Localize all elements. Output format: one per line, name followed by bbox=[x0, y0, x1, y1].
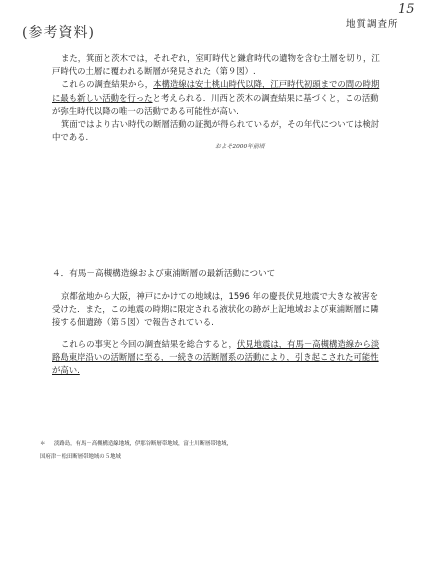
body-paragraphs bbox=[52, 52, 382, 144]
handwritten-reference-note: (参考資料) bbox=[22, 25, 95, 41]
paragraph-2-lead: これらの調査結果から， bbox=[61, 79, 154, 90]
footnote-line-1-text: 淡路島，有馬－高槻構造線地域，伊那谷断層帯地域，富士川断層帯地域， bbox=[54, 441, 232, 447]
section-4-paragraph-2-underlined: 伏見地震は，有馬－高槻構造線から淡路島東岸沿いの活断層に至る，一続きの活断層系の活動により，引き起こされた可能性が高い. bbox=[52, 338, 380, 375]
paragraph-2-tail: と考えられる．川西と茨木の調査結果に基づくと，この活動が弥生時代以降の唯一の活動である可能性が高い. bbox=[52, 92, 379, 116]
paragraph-1 bbox=[52, 52, 382, 78]
section-4 bbox=[52, 268, 382, 386]
footnote-line-2: 国府津－松田断層帯地域の５地域 bbox=[40, 454, 121, 460]
footnote-mark: ＊ bbox=[40, 441, 46, 447]
handwritten-insert-note: およそ2000年前頃 bbox=[215, 144, 265, 150]
footnote-line-1 bbox=[40, 438, 390, 451]
section-4-paragraph-2 bbox=[52, 338, 382, 378]
paragraph-3-text: 箕面ではより古い時代の断層活動の証拠が得られているが，その年代については検討中である. bbox=[52, 119, 380, 143]
paragraph-2 bbox=[52, 78, 382, 118]
section-4-paragraph-1 bbox=[52, 290, 382, 330]
office-name: 地質調査所 bbox=[346, 19, 399, 30]
handwritten-page-number: 15 bbox=[398, 2, 415, 17]
footnote bbox=[40, 438, 390, 464]
section-4-paragraph-2-lead: これらの事実と今回の調査結果を総合すると， bbox=[61, 338, 237, 349]
section-4-paragraph-1-text: 京都盆地から大阪，神戸にかけての地域は，1596 年の慶長伏見地震で大きな被害を受けた．また，この地震の時期に限定される液状化の跡が上記地域および東浦断層に隣接する佃遺跡（第５図）で報告されている. bbox=[52, 290, 379, 327]
paragraph-1-text: また，箕面と茨木では，それぞれ，室町時代と鎌倉時代の遺物を含む土層を切り，江戸時代の土層に覆われる断層が発見された（第９図）. bbox=[52, 53, 380, 77]
paragraph-2-underlined: 本構造線は安土桃山時代以降，江戸時代初頭までの間の時期に最も新しい活動を行った bbox=[52, 79, 380, 103]
section-4-heading: ４．有馬－高槻構造線および東浦断層の最新活動について bbox=[52, 269, 276, 279]
